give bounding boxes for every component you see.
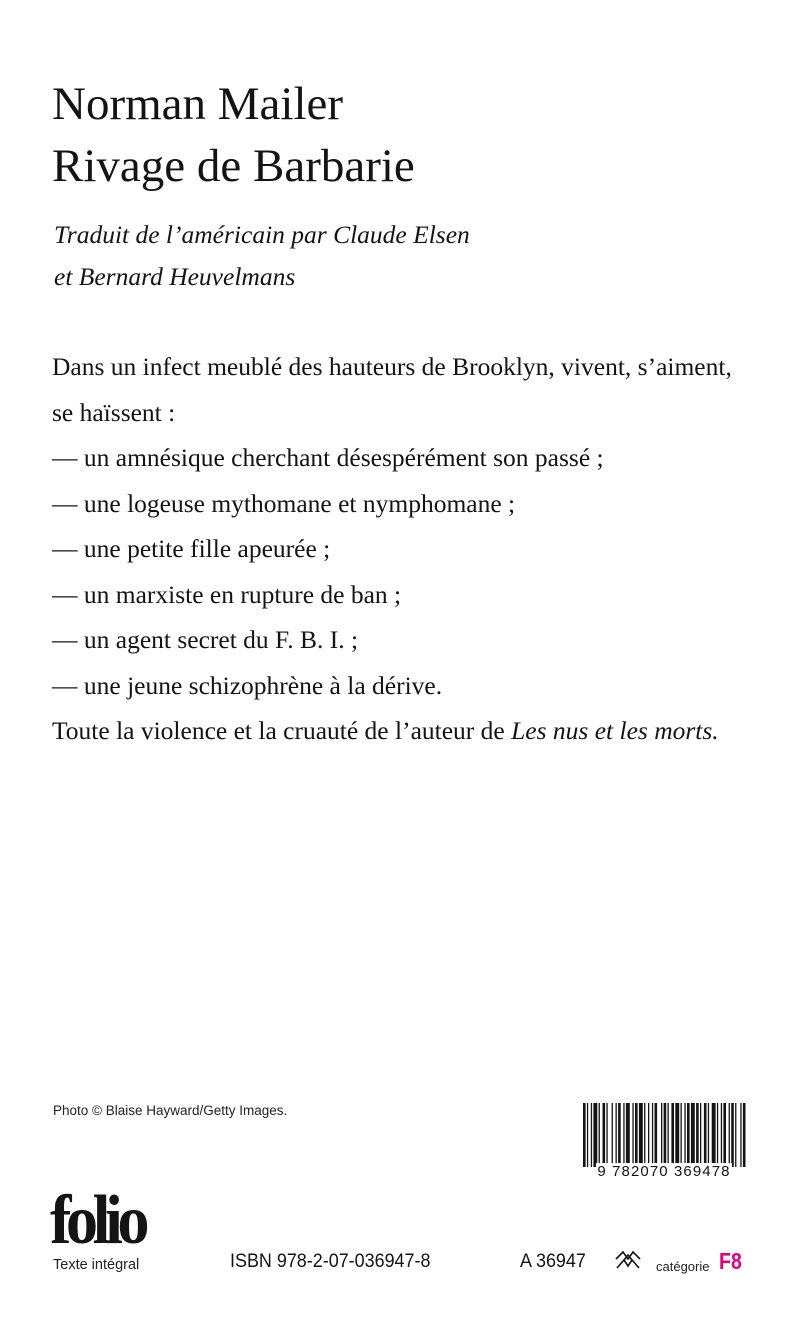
barcode-bar — [583, 1103, 586, 1167]
category-label: catégorie — [656, 1259, 710, 1274]
barcode-bar — [687, 1103, 690, 1167]
barcode-bar — [729, 1103, 730, 1167]
barcode-bar — [593, 1103, 597, 1167]
barcode-bar — [704, 1103, 707, 1167]
barcode-bar — [591, 1103, 592, 1167]
barcode-bar — [644, 1103, 645, 1167]
blurb-closing — [52, 708, 752, 754]
barcode-bar — [696, 1103, 699, 1167]
barcode-bar — [626, 1103, 630, 1167]
barcode-bar — [731, 1103, 734, 1167]
barcode-bar — [664, 1103, 667, 1167]
folio-logo: folio — [50, 1182, 145, 1259]
barcode-bar — [735, 1103, 736, 1167]
blurb-list-item: — un amnésique cherchant désespérément son passé ; — [52, 443, 604, 472]
catalog-code: A 36947 — [520, 1250, 586, 1272]
folio-subtitle: Texte intégral — [53, 1257, 140, 1273]
barcode-bar — [691, 1103, 695, 1167]
barcode-bar — [648, 1103, 649, 1167]
blurb-list-item: — un agent secret du F. B. I. ; — [52, 625, 359, 654]
barcode-bar — [612, 1103, 613, 1167]
barcode-bar — [618, 1103, 621, 1167]
barcode-bar — [587, 1103, 588, 1167]
blurb-intro: Dans un infect meublé des hauteurs de Brooklyn, vivent, s’aiment, se haïssent : — [52, 352, 732, 427]
back-cover-blurb — [52, 344, 752, 754]
blurb-list-item: — une logeuse mythomane et nymphomane ; — [52, 488, 516, 518]
barcode-bar — [675, 1103, 679, 1167]
barcode-bar — [712, 1103, 716, 1167]
translator-line: et Bernard Heuvelmans — [54, 262, 296, 291]
barcode-bar — [661, 1103, 662, 1167]
blurb-list-item: — un marxiste en rupture de ban ; — [52, 579, 402, 609]
blurb-closing-text: Toute la violence et la cruauté de l’auteur de — [52, 716, 512, 745]
book-title: Rivage de Barbarie — [52, 140, 415, 192]
barcode-bar — [723, 1103, 726, 1167]
barcode-bar — [635, 1103, 638, 1167]
barcode-bar — [740, 1103, 741, 1167]
barcode-bar — [684, 1103, 685, 1167]
translator-credit — [54, 214, 754, 298]
barcode-bar — [616, 1103, 617, 1167]
barcode-bar — [599, 1103, 600, 1167]
barcode-digits — [575, 1163, 753, 1180]
barcode-bar — [743, 1103, 746, 1167]
isbn-number: ISBN 978-2-07-036947-8 — [230, 1250, 431, 1272]
barcode-bars — [575, 1103, 753, 1167]
blurb-list-item: — une petite fille apeurée ; — [52, 534, 331, 563]
barcode-bar — [721, 1103, 722, 1167]
barcode-bar — [603, 1103, 606, 1167]
barcode-digits-text: 9 782070 369478 — [597, 1163, 731, 1180]
barcode-bar — [717, 1103, 718, 1167]
barcode-bar — [632, 1103, 633, 1167]
barcode-bar — [681, 1103, 682, 1167]
referenced-book-title: Les nus et les morts. — [511, 716, 719, 745]
translator-line: Traduit de l’américain par Claude Elsen — [54, 220, 470, 249]
barcode-bar — [652, 1103, 653, 1167]
barcode-bar — [639, 1103, 643, 1167]
book-author: Norman Mailer — [52, 78, 344, 130]
barcode-bar — [668, 1103, 669, 1167]
barcode-bar — [671, 1103, 674, 1167]
blurb-list-item: — une jeune schizophrène à la dérive. — [52, 670, 443, 700]
barcode-bar — [606, 1103, 607, 1167]
folio-emblem-icon — [613, 1247, 643, 1273]
barcode-bar — [708, 1103, 709, 1167]
barcode-bar — [700, 1103, 701, 1167]
category-value: F8 — [719, 1248, 742, 1274]
barcode-bar — [623, 1103, 624, 1167]
barcode-bar — [655, 1103, 658, 1167]
cover-photo-credit: Photo © Blaise Hayward/Getty Images. — [53, 1103, 288, 1118]
